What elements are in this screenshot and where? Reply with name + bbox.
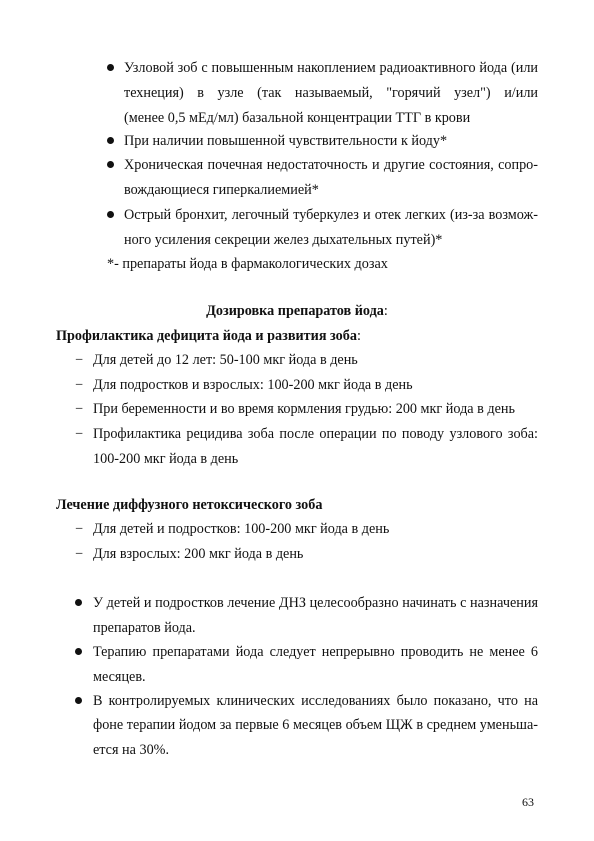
list-item-line: (менее 0,5 мЕд/мл) базальной концентрации ТТГ в крови xyxy=(124,110,471,126)
dosage-heading-colon: : xyxy=(383,303,388,319)
dash-marker: − xyxy=(75,401,84,417)
list-item-line: 100-200 мкг йода в день xyxy=(93,451,239,467)
list-item-line: вождающиеся гиперкалиемией* xyxy=(124,182,319,198)
bullet-icon xyxy=(75,697,82,704)
footnote: *- препараты йода в фармакологических дозах xyxy=(107,256,388,272)
list-item-line: Узловой зоб с повышенным накоплением радиоактивного йода (или xyxy=(124,60,538,76)
prophylaxis-heading-text: Профилактика дефицита йода и развития зоба xyxy=(56,328,357,344)
dash-marker: − xyxy=(75,521,84,537)
list-item-line: Профилактика рецидива зоба после операции по поводу узлового зоба: xyxy=(93,426,538,442)
dash-marker: − xyxy=(75,426,84,442)
bullet-icon xyxy=(75,648,82,655)
list-item-line: В контролируемых клинических исследованиях было показано, что на xyxy=(93,693,538,709)
dosage-heading-text: Дозировка препаратов йода xyxy=(206,303,384,319)
bullet-icon xyxy=(107,161,114,168)
bullet-icon xyxy=(107,137,114,144)
dash-marker: − xyxy=(75,352,84,368)
bullet-icon xyxy=(107,211,114,218)
list-item-line: ется на 30%. xyxy=(93,742,170,758)
list-item-line: Для подростков и взрослых: 100-200 мкг йода в день xyxy=(93,377,413,393)
list-item-line: месяцев. xyxy=(93,669,146,685)
list-item-line: При беременности и во время кормления грудью: 200 мкг йода в день xyxy=(93,401,515,417)
list-item-line: Острый бронхит, легочный туберкулез и отек легких (из-за возмож- xyxy=(124,207,538,223)
list-item-line: ного усиления секреции желез дыхательных путей)* xyxy=(124,232,443,248)
page-number: 63 xyxy=(522,795,534,809)
list-item-line: Терапию препаратами йода следует непрерывно проводить не менее 6 xyxy=(93,644,538,660)
dash-marker: − xyxy=(75,377,84,393)
list-item-line: фоне терапии йодом за первые 6 месяцев объем ЩЖ в среднем уменьша- xyxy=(93,717,538,733)
list-item-line: Для детей и подростков: 100-200 мкг йода в день xyxy=(93,521,390,537)
bullet-icon xyxy=(75,599,82,606)
bullet-icon xyxy=(107,64,114,71)
treatment-heading: Лечение диффузного нетоксического зоба xyxy=(56,497,323,513)
list-item-line: У детей и подростков лечение ДНЗ целесообразно начинать с назначения xyxy=(93,595,538,611)
list-item-line: технеция) в узле (так называемый, "горячий узел") и/или xyxy=(124,85,538,101)
list-item-line: Для взрослых: 200 мкг йода в день xyxy=(93,546,304,562)
dosage-heading xyxy=(0,302,594,320)
prophylaxis-heading-colon: : xyxy=(356,328,361,344)
dash-marker: − xyxy=(75,546,84,562)
list-item-line: Для детей до 12 лет: 50-100 мкг йода в день xyxy=(93,352,358,368)
list-item-line: препаратов йода. xyxy=(93,620,196,636)
list-item-line: При наличии повышенной чувствительности к йоду* xyxy=(124,133,448,149)
list-item-line: Хроническая почечная недостаточность и другие состояния, сопро- xyxy=(124,157,538,173)
prophylaxis-heading xyxy=(56,327,361,345)
